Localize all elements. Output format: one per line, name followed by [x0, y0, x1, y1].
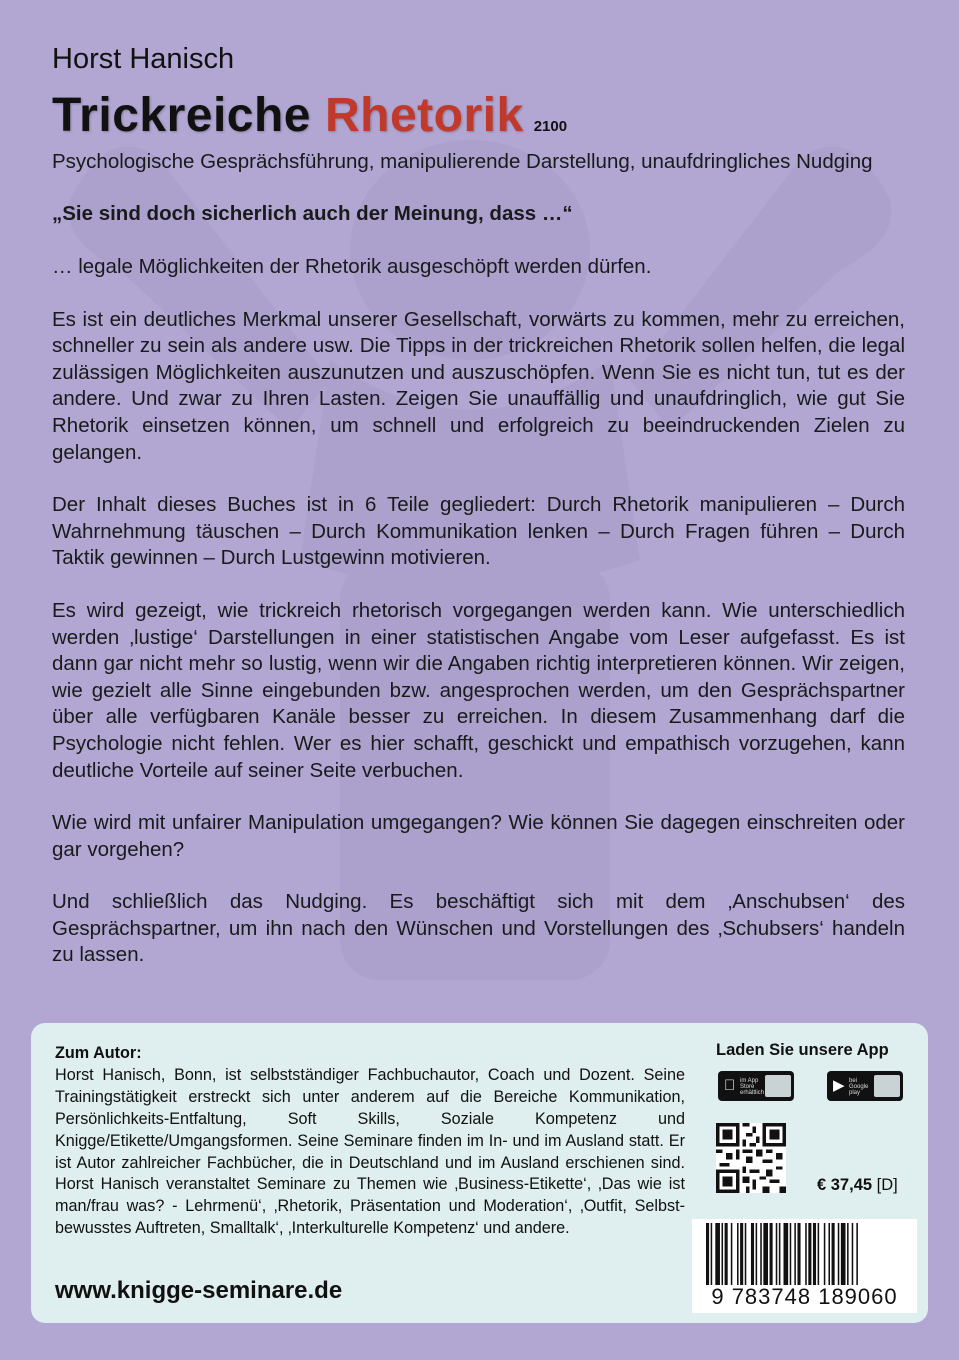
body-paragraph: … legale Möglichkeiten der Rhetorik ausgeschöpft werden dürfen. [52, 255, 652, 278]
author-heading: Zum Autor: [55, 1044, 142, 1062]
barcode-bar [706, 1223, 709, 1285]
googleplay-qr-thumb [874, 1075, 900, 1097]
barcode-bar [776, 1223, 778, 1285]
title-part-2: Rhetorik [325, 89, 524, 142]
body-paragraph: Der Inhalt dieses Buches ist in 6 Teile gegliedert: Durch Rhetorik manipulieren – Durch Wahrnehmung täuschen – Durch Kommunikation lenken – Durch Fragen führen – Durch Taktik gewinnen – Durch Lustgewinn motivieren. [52, 493, 905, 570]
price-label [817, 1176, 898, 1195]
qr-code-icon [716, 1123, 786, 1193]
barcode-bar [832, 1223, 835, 1285]
barcode-bar [828, 1223, 830, 1285]
barcode-bar [737, 1223, 739, 1285]
barcode-bar [731, 1223, 733, 1285]
barcode-bar [818, 1223, 820, 1285]
barcode-bar [794, 1223, 796, 1285]
title-number: 2100 [533, 118, 568, 135]
body-paragraph: Und schließlich das Nudging. Es beschäftigt sich mit dem ‚Anschubsen‘ des Gesprächspartner, um ihn nach den Wünschen und Vorstellungen des ‚Schubsers‘ handeln zu lassen. [52, 890, 905, 967]
barcode-bar [824, 1223, 826, 1285]
book-quote: „Sie sind doch sicherlich auch der Meinung, dass …“ [52, 202, 573, 225]
apple-icon [724, 1077, 735, 1095]
barcode-bar [808, 1223, 811, 1285]
barcode-bar [756, 1223, 758, 1285]
barcode-bar [784, 1223, 789, 1285]
title-part-1: Trickreiche [52, 89, 311, 142]
barcode-bar [838, 1223, 840, 1285]
main-content [52, 40, 905, 969]
barcode-bar [763, 1223, 768, 1285]
google-play-badge[interactable] [827, 1071, 903, 1101]
barcode-bar [841, 1223, 846, 1285]
googleplay-badge-text: bei Google play [849, 1078, 869, 1096]
barcode-bar [805, 1223, 807, 1285]
barcode-bar [725, 1223, 728, 1285]
barcode-bar [745, 1223, 747, 1285]
barcode-bar [715, 1223, 720, 1285]
barcode-bar [847, 1223, 849, 1285]
barcode-bar [856, 1223, 858, 1285]
isbn-number: 9 783748 189060 [711, 1284, 898, 1309]
author-bio-text: Horst Hanisch, Bonn, ist selbstständiger Fachbuchautor, Coach und Dozent. Seine Trainingstätigkeit erstreckt sich unter anderem auf die Bereiche Kommunikation, Persönlichkeits-Entfaltung, Soft Skills, Soziale Kompetenz und Knigge/Etikette/Umgangsformen. Seine Seminare finden im In- und im Ausland statt. Er ist Autor zahlreicher Fachbücher, die in Deutschland und im Ausland erschienen sind. Horst Hanisch veranstaltet Seminare zu Themen wie ‚Business-Etikette‘, ‚Das wie ist man/frau was? - Lehrmenü‘, ‚Rhetorik, Präsentation und Moderation‘, ‚Outfit, Selbst- bewusstes Auftreten, Smalltalk‘, ‚Interkulturelle Kompetenz‘ und andere. [55, 1065, 685, 1238]
website-link[interactable]: www.knigge-seminare.de [55, 1277, 343, 1304]
isbn-barcode [692, 1219, 917, 1313]
barcode-bars [692, 1223, 917, 1289]
book-author: Horst Hanisch [52, 43, 235, 75]
appstore-badge-text: im App Store erhältlich [740, 1078, 765, 1096]
body-paragraph: Es wird gezeigt, wie trickreich rhetorisch vorgegangen werden kann. Wie unterschiedlich werden ‚lustige‘ Darstellungen in einer statistischen Angabe vom Leser aufgefasst. Es ist dann gar nicht mehr so lustig, wenn wir die Angaben richtig interpretieren können. Wir zeigen, wie gezielt alle Sinne eingebunden bzw. angesprochen werden, um den Gesprächspartner über alle verfügbaren Kanäle besser zu erreichen. In diesem Zusammenhang darf die Psychologie nicht fehlen. Wer es hier schafft, geschickt und empathisch vorzugehen, kann deutliche Vorteile auf seiner Seite verbuchen. [52, 598, 905, 782]
body-paragraph: Es ist ein deutliches Merkmal unserer Gesellschaft, vorwärts zu kommen, mehr zu erreichen, schneller zu sein als andere usw. Die Tipps in der trickreichen Rhetorik sollen helfen, die legal zulässigen Möglichkeiten auszunutzen und auszuschöpfen. Wenn Sie es nicht tun, tut es der andere. Und zwar zu Ihren Lasten. Zeigen Sie unauffällig und unaufdringlich, wie gut Sie Rhetorik einsetzen können, um schnell und erfolgreich zu beeindruckenden Zielen zu gelangen. [52, 307, 905, 464]
barcode-bar [722, 1223, 724, 1285]
app-download-title: Laden Sie unsere App [716, 1041, 889, 1059]
price-value: € 37,45 [817, 1176, 873, 1194]
appstore-qr-thumb [765, 1075, 791, 1097]
author-info-box [31, 1023, 928, 1323]
author-bio [55, 1043, 685, 1240]
body-paragraph: Wie wird mit unfairer Manipulation umgegangen? Wie können Sie dagegen einschreiten oder gar vorgehen? [52, 811, 905, 861]
barcode-bar [852, 1223, 854, 1285]
book-title [52, 88, 905, 146]
barcode-bar [740, 1223, 743, 1285]
barcode-bar [797, 1223, 800, 1285]
barcode-bar [770, 1223, 773, 1285]
barcode-bar [760, 1223, 762, 1285]
price-region: [D] [876, 1176, 898, 1194]
app-store-badge[interactable] [718, 1071, 794, 1101]
play-icon: ▶ [833, 1077, 845, 1094]
barcode-bar [813, 1223, 816, 1285]
barcode-bar [790, 1223, 792, 1285]
barcode-bar [779, 1223, 781, 1285]
book-subtitle: Psychologische Gesprächsführung, manipulierende Darstellung, unaufdringliches Nudging [52, 150, 873, 173]
barcode-bar [711, 1223, 713, 1285]
barcode-bar [751, 1223, 754, 1285]
